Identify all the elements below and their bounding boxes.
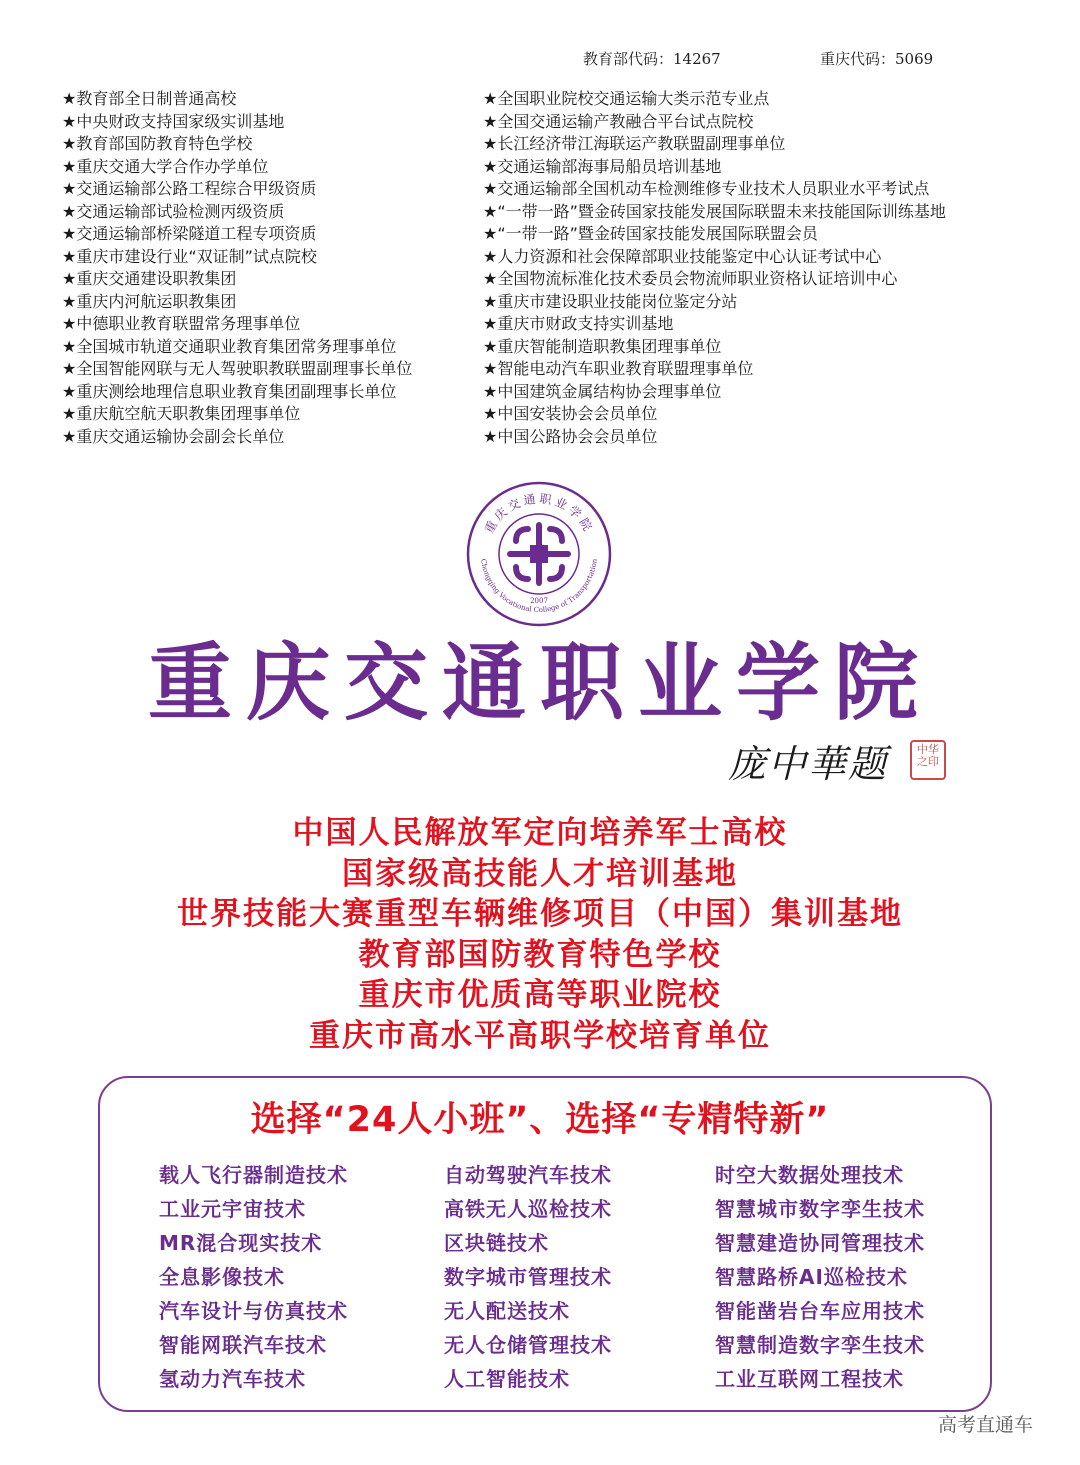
major-item: 数字城市管理技术 <box>444 1265 612 1289</box>
honor-item: ★重庆市财政支持实训基地 <box>483 314 674 333</box>
major-item: 无人仓储管理技术 <box>444 1333 612 1357</box>
honor-item: ★教育部全日制普通高校 <box>62 89 237 108</box>
major-item: 时空大数据处理技术 <box>715 1163 904 1187</box>
emblem-cn-text: 重庆交通职业学院 <box>481 491 597 536</box>
major-item: 智慧城市数字孪生技术 <box>715 1197 925 1221</box>
honor-item: ★交通运输部全国机动车检测维修专业技术人员职业水平考试点 <box>483 179 930 198</box>
emblem-en-text: Chongqing Vocational College of Transportation <box>479 558 599 615</box>
honor-item: ★“一带一路”暨金砖国家技能发展国际联盟会员 <box>483 224 818 243</box>
major-item: 高铁无人巡检技术 <box>444 1197 612 1221</box>
slogan-line: 教育部国防教育特色学校 <box>358 936 722 973</box>
honor-item: ★智能电动汽车职业教育联盟理事单位 <box>483 359 754 378</box>
honor-item: ★重庆交通建设职教集团 <box>62 269 237 288</box>
major-item: 人工智能技术 <box>444 1367 570 1391</box>
major-item: 全息影像技术 <box>159 1265 285 1289</box>
honor-item: ★中央财政支持国家级实训基地 <box>62 111 285 131</box>
slogan-line: 中国人民解放军定向培养军士高校 <box>292 815 788 851</box>
major-item: 载人飞行器制造技术 <box>159 1163 348 1187</box>
major-item: 自动驾驶汽车技术 <box>444 1163 612 1187</box>
honor-item: ★人力资源和社会保障部职业技能鉴定中心认证考试中心 <box>483 246 882 266</box>
honor-item: ★交通运输部试验检测丙级资质 <box>62 201 285 221</box>
honors-list-right <box>483 88 946 448</box>
honor-item: ★中国公路协会会员单位 <box>483 426 658 446</box>
major-item: 智能网联汽车技术 <box>159 1333 327 1357</box>
moe-code: 教育部代码：14267 <box>583 50 721 68</box>
major-item: 智能凿岩台车应用技术 <box>715 1299 925 1323</box>
honor-item: ★重庆市建设行业“双证制”试点院校 <box>62 246 317 266</box>
honor-item: ★“一带一路”暨金砖国家技能发展国际联盟未来技能国际训练基地 <box>483 201 946 221</box>
honor-item: ★重庆航空航天职教集团理事单位 <box>62 404 301 423</box>
honor-item: ★重庆交通运输协会副会长单位 <box>62 426 285 446</box>
majors-column-3 <box>715 1158 925 1396</box>
major-item: 工业元宇宙技术 <box>159 1197 306 1221</box>
slogan-line: 重庆市高水平高职学校培育单位 <box>309 1017 771 1054</box>
major-item: 区块链技术 <box>444 1231 549 1255</box>
slogan-line: 世界技能大赛重型车辆维修项目（中国）集训基地 <box>177 896 903 932</box>
honor-item: ★全国职业院校交通运输大类示范专业点 <box>483 89 770 108</box>
honor-item: ★全国交通运输产教融合平台试点院校 <box>483 111 754 131</box>
honor-item: ★教育部国防教育特色学校 <box>62 134 253 153</box>
honor-item: ★全国物流标准化技术委员会物流师职业资格认证培训中心 <box>483 269 898 288</box>
calligrapher-seal: 中华之印 <box>910 740 946 780</box>
honor-item: ★中国安装协会会员单位 <box>483 404 658 423</box>
majors-column-2 <box>444 1158 612 1396</box>
honor-item: ★重庆内河航运职教集团 <box>62 291 237 311</box>
honor-item: ★重庆交通大学合作办学单位 <box>62 156 269 176</box>
honor-item: ★交通运输部海事局船员培训基地 <box>483 156 722 176</box>
calligrapher-signature: 庞中華题 <box>728 742 889 786</box>
honor-item: ★中国建筑金属结构协会理事单位 <box>483 381 722 401</box>
college-emblem-icon <box>466 481 612 627</box>
honors-list-left <box>62 88 412 448</box>
major-item: 氢动力汽车技术 <box>159 1367 306 1391</box>
honor-item: ★交通运输部桥梁隧道工程专项资质 <box>62 224 317 243</box>
major-item: 无人配送技术 <box>444 1299 570 1323</box>
majors-column-1 <box>159 1158 348 1396</box>
slogan-list <box>0 813 1080 1056</box>
honor-item: ★交通运输部公路工程综合甲级资质 <box>62 179 317 198</box>
honor-item: ★全国智能网联与无人驾驶职教联盟副理事长单位 <box>62 359 413 378</box>
major-item: 智慧制造数字孪生技术 <box>715 1333 925 1357</box>
major-item: MR混合现实技术 <box>159 1231 323 1255</box>
major-item: 工业互联网工程技术 <box>715 1367 904 1391</box>
major-item: 智慧建造协同管理技术 <box>715 1231 925 1255</box>
watermark-text: 高考直通车 <box>938 1414 1034 1436</box>
honor-item: ★重庆市建设职业技能岗位鉴定分站 <box>483 291 738 311</box>
major-item: 智慧路桥AI巡检技术 <box>715 1265 908 1289</box>
slogan-line: 国家级高技能人才培训基地 <box>342 855 738 892</box>
chongqing-code: 重庆代码：5069 <box>820 50 934 68</box>
honor-item: ★重庆智能制造职教集团理事单位 <box>483 336 722 356</box>
honor-item: ★长江经济带江海联运产教联盟副理事单位 <box>483 134 786 153</box>
emblem-year: 2007 <box>530 597 548 605</box>
school-name-calligraphy: 重庆交通职业学院 <box>147 633 932 732</box>
honor-item: ★重庆测绘地理信息职业教育集团副理事长单位 <box>62 381 397 401</box>
majors-title: 选择“24人小班”、选择“专精特新” <box>250 1100 830 1140</box>
major-item: 汽车设计与仿真技术 <box>159 1299 348 1323</box>
honor-item: ★全国城市轨道交通职业教育集团常务理事单位 <box>62 336 397 356</box>
honor-item: ★中德职业教育联盟常务理事单位 <box>62 314 301 333</box>
slogan-line: 重庆市优质高等职业院校 <box>358 977 722 1013</box>
